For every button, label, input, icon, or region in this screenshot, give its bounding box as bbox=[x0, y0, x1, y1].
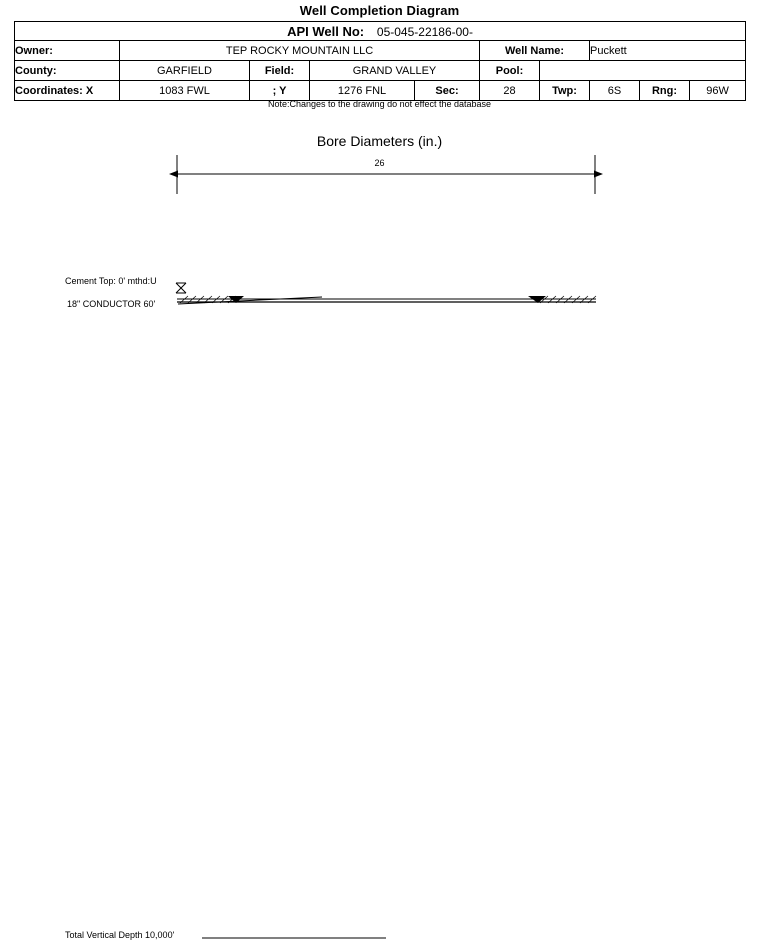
pool-label: Pool: bbox=[480, 61, 540, 81]
total-vertical-depth-label: Total Vertical Depth 10,000' bbox=[65, 930, 175, 940]
coordinates-x-value: 1083 FWL bbox=[120, 81, 250, 101]
table-row-county bbox=[15, 61, 746, 81]
bore-diameters-title: Bore Diameters (in.) bbox=[316, 133, 443, 149]
county-label: County: bbox=[15, 61, 120, 81]
api-well-no-label: API Well No: bbox=[287, 23, 365, 39]
table-row-api bbox=[15, 22, 746, 41]
field-label: Field: bbox=[250, 61, 310, 81]
coordinates-y-label: ; Y bbox=[250, 81, 310, 101]
conductor-label: 18" CONDUCTOR 60' bbox=[67, 299, 156, 309]
database-note: Note:Changes to the drawing do not effect the database bbox=[268, 99, 491, 109]
cement-hatch-left bbox=[180, 296, 236, 303]
cement-hatch-right bbox=[540, 296, 596, 303]
api-well-no-cell bbox=[15, 22, 746, 41]
county-value: GARFIELD bbox=[120, 61, 250, 81]
rng-label: Rng: bbox=[640, 81, 690, 101]
field-value: GRAND VALLEY bbox=[310, 61, 480, 81]
bore-diameter-value: 26 bbox=[374, 158, 385, 168]
page-title: Well Completion Diagram bbox=[299, 3, 460, 18]
sec-value: 28 bbox=[480, 81, 540, 101]
table-row-owner bbox=[15, 41, 746, 61]
api-well-no-value: 05-045-22186-00- bbox=[376, 24, 473, 39]
well-name-label: Well Name: bbox=[480, 41, 590, 61]
owner-value: TEP ROCKY MOUNTAIN LLC bbox=[120, 41, 480, 61]
casing-shoe-markers bbox=[228, 296, 546, 303]
conductor-casing bbox=[177, 299, 596, 302]
coordinates-y-value: 1276 FNL bbox=[310, 81, 415, 101]
coordinates-label: Coordinates: X bbox=[15, 81, 120, 101]
pool-value bbox=[540, 61, 746, 81]
table-row-coordinates bbox=[15, 81, 746, 101]
owner-label: Owner: bbox=[15, 41, 120, 61]
twp-value: 6S bbox=[590, 81, 640, 101]
cement-top-label: Cement Top: 0' mthd:U bbox=[65, 276, 157, 286]
twp-label: Twp: bbox=[540, 81, 590, 101]
conductor-leader bbox=[178, 297, 322, 304]
cement-top-leader bbox=[176, 283, 186, 293]
rng-value: 96W bbox=[690, 81, 746, 101]
well-header-table bbox=[14, 21, 746, 101]
sec-label: Sec: bbox=[415, 81, 480, 101]
well-name-value: Puckett bbox=[590, 41, 746, 61]
